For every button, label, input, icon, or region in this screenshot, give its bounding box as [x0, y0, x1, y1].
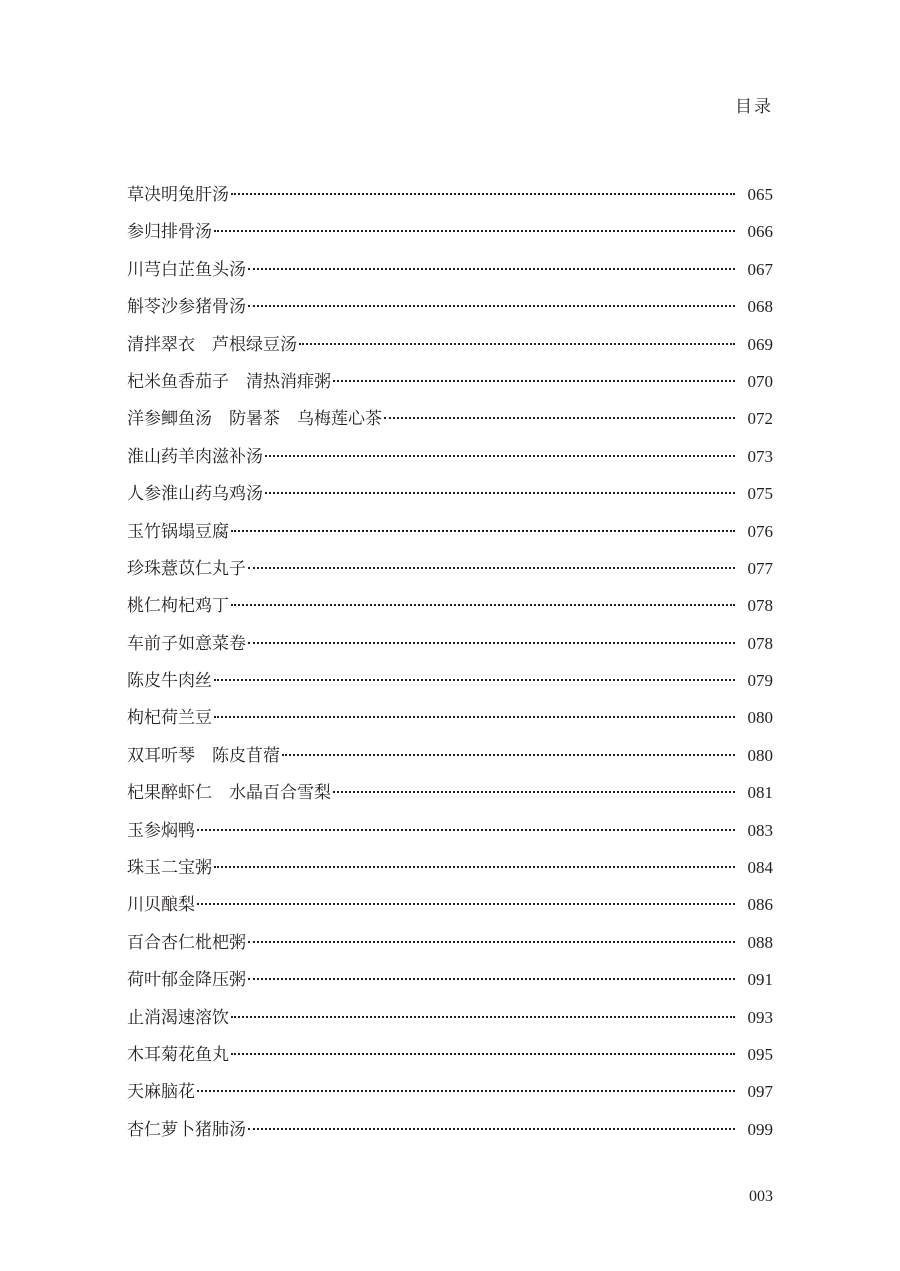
toc-entry-page: 095 — [747, 1044, 773, 1064]
toc-entry-page: 069 — [747, 334, 773, 354]
toc-entry[interactable] — [127, 1036, 773, 1073]
toc-entry-page: 079 — [747, 671, 773, 691]
dot-leader — [333, 379, 735, 382]
toc-entry-title: 参归排骨汤 — [127, 222, 212, 243]
dot-leader — [248, 267, 735, 270]
toc-entry-title: 川贝酿梨 — [127, 895, 195, 916]
toc-entry-title: 枸杞荷兰豆 — [127, 708, 212, 729]
toc-entry-title: 斛苓沙参猪骨汤 — [127, 297, 246, 318]
dot-leader — [248, 641, 735, 644]
toc-entry-page: 077 — [747, 558, 773, 578]
toc-entry-page: 088 — [747, 932, 773, 952]
toc-entry-page: 065 — [747, 185, 773, 204]
dot-leader — [265, 491, 735, 494]
toc-entry-page: 091 — [747, 970, 773, 990]
toc-entry-title: 荷叶郁金降压粥 — [127, 970, 246, 991]
toc-entry[interactable] — [127, 1073, 773, 1110]
toc-entry-title: 玉参焖鸭 — [127, 820, 195, 841]
toc-entry[interactable] — [127, 213, 773, 250]
toc-entry-page: 073 — [747, 446, 773, 466]
toc-entry[interactable] — [127, 812, 773, 849]
toc-entry-title: 天麻脑花 — [127, 1082, 195, 1103]
dot-leader — [282, 753, 735, 756]
toc-entry[interactable] — [127, 999, 773, 1036]
toc-entry-title: 珍珠薏苡仁丸子 — [127, 558, 246, 579]
running-header: 目录 — [735, 97, 773, 117]
toc-entry-title: 洋参鲫鱼汤 防暑茶 乌梅莲心茶 — [127, 409, 382, 430]
toc-entry-page: 075 — [747, 484, 773, 504]
dot-leader — [214, 229, 735, 232]
toc-entry-title: 淮山药羊肉滋补汤 — [127, 446, 263, 467]
toc-entry[interactable] — [127, 288, 773, 325]
toc-entry[interactable] — [127, 886, 773, 923]
toc-entry-title: 草决明兔肝汤 — [127, 185, 229, 205]
table-of-contents — [127, 176, 773, 1148]
toc-entry-title: 木耳菊花鱼丸 — [127, 1044, 229, 1065]
dot-leader — [231, 1015, 735, 1018]
toc-entry-title: 桃仁枸杞鸡丁 — [127, 596, 229, 617]
toc-entry-title: 百合杏仁枇杷粥 — [127, 932, 246, 953]
toc-entry[interactable] — [127, 550, 773, 587]
toc-entry[interactable] — [127, 699, 773, 736]
toc-entry[interactable] — [127, 513, 773, 550]
toc-entry-title: 陈皮牛肉丝 — [127, 671, 212, 692]
dot-leader — [197, 902, 735, 905]
dot-leader — [248, 1127, 735, 1130]
toc-entry[interactable] — [127, 961, 773, 998]
toc-entry[interactable] — [127, 625, 773, 662]
dot-leader — [384, 416, 735, 419]
toc-entry-page: 086 — [747, 895, 773, 915]
dot-leader — [248, 304, 735, 307]
toc-entry-page: 078 — [747, 596, 773, 616]
toc-entry-page: 084 — [747, 858, 773, 878]
toc-entry-title: 双耳听琴 陈皮苜蓿 — [127, 745, 280, 766]
toc-entry-page: 067 — [747, 259, 773, 279]
toc-entry-title: 清拌翠衣 芦根绿豆汤 — [127, 334, 297, 355]
toc-entry-page: 070 — [747, 371, 773, 391]
toc-entry-title: 车前子如意菜卷 — [127, 633, 246, 654]
toc-entry[interactable] — [127, 438, 773, 475]
dot-leader — [231, 1052, 735, 1055]
toc-entry-page: 080 — [747, 745, 773, 765]
toc-entry-page: 068 — [747, 297, 773, 317]
toc-entry-title: 珠玉二宝粥 — [127, 858, 212, 879]
toc-entry[interactable] — [127, 475, 773, 512]
toc-entry-title: 杞米鱼香茄子 清热消痱粥 — [127, 371, 331, 392]
toc-entry-page: 078 — [747, 633, 773, 653]
toc-entry[interactable] — [127, 326, 773, 363]
toc-entry-page: 080 — [747, 708, 773, 728]
dot-leader — [265, 454, 735, 457]
toc-entry[interactable] — [127, 737, 773, 774]
toc-entry[interactable] — [127, 1111, 773, 1148]
toc-entry[interactable] — [127, 774, 773, 811]
toc-entry-title: 川芎白芷鱼头汤 — [127, 259, 246, 280]
dot-leader — [333, 790, 735, 793]
toc-entry-title: 杏仁萝卜猪肺汤 — [127, 1119, 246, 1140]
toc-entry-page: 066 — [747, 222, 773, 242]
toc-entry[interactable] — [127, 176, 773, 213]
toc-entry[interactable] — [127, 662, 773, 699]
toc-entry-title: 人参淮山药乌鸡汤 — [127, 484, 263, 505]
toc-entry-title: 杞果醉虾仁 水晶百合雪梨 — [127, 783, 331, 804]
toc-entry-page: 097 — [747, 1082, 773, 1102]
toc-entry[interactable] — [127, 849, 773, 886]
toc-entry[interactable] — [127, 251, 773, 288]
dot-leader — [214, 865, 735, 868]
page-number: 003 — [749, 1188, 773, 1205]
dot-leader — [197, 1089, 735, 1092]
toc-entry[interactable] — [127, 363, 773, 400]
dot-leader — [214, 678, 735, 681]
toc-entry-page: 099 — [747, 1119, 773, 1139]
toc-entry-page: 072 — [747, 409, 773, 429]
dot-leader — [197, 828, 735, 831]
toc-entry-page: 083 — [747, 820, 773, 840]
toc-entry[interactable] — [127, 924, 773, 961]
toc-entry[interactable] — [127, 400, 773, 437]
dot-leader — [248, 940, 735, 943]
toc-entry-title: 玉竹锅塌豆腐 — [127, 521, 229, 542]
toc-entry-page: 093 — [747, 1007, 773, 1027]
toc-entry[interactable] — [127, 587, 773, 624]
toc-entry-title: 止消渴速溶饮 — [127, 1007, 229, 1028]
dot-leader — [231, 192, 735, 195]
dot-leader — [231, 603, 735, 606]
dot-leader — [248, 977, 735, 980]
dot-leader — [231, 529, 735, 532]
dot-leader — [214, 715, 735, 718]
dot-leader — [299, 342, 735, 345]
toc-entry-page: 081 — [747, 783, 773, 803]
dot-leader — [248, 566, 735, 569]
toc-entry-page: 076 — [747, 521, 773, 541]
